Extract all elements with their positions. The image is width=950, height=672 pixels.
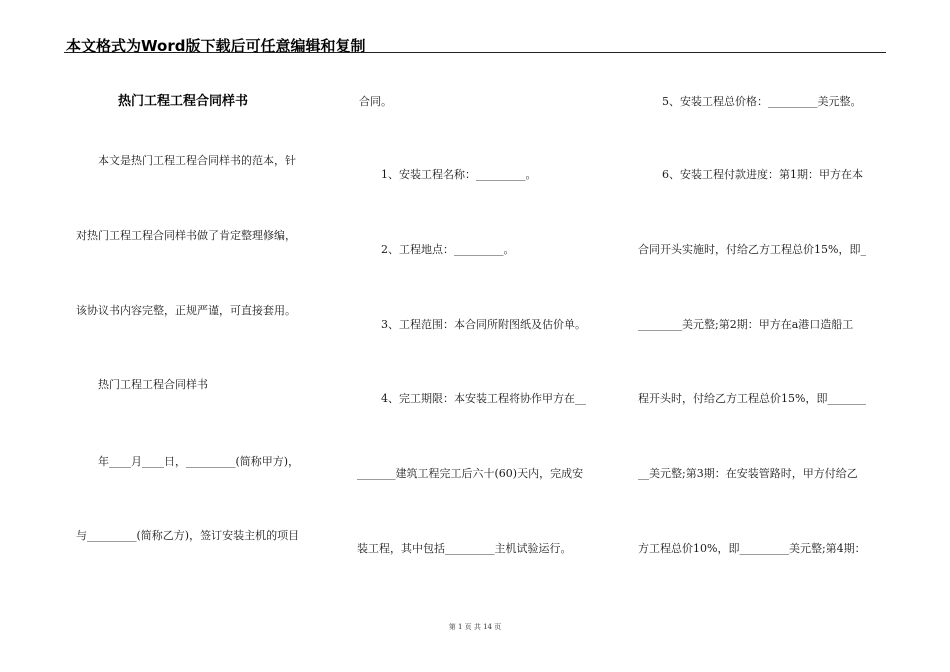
text-line: 年____月____日，_________(简称甲方)， (98, 455, 300, 468)
text-line: 对热门工程工程合同样书做了肯定整理修编， (76, 229, 296, 242)
text-line: 与_________(简称乙方)，签订安装主机的项目 (76, 529, 300, 542)
text-line: 5、安装工程总价格：_________美元整。 (662, 95, 862, 108)
page-number-footer: 第 1 页 共 14 页 (448, 623, 502, 631)
text-line: 1、安装工程名称：_________。 (381, 168, 537, 181)
text-line: 该协议书内容完整，正规严谨，可直接套用。 (76, 304, 296, 317)
text-line: 装工程，其中包括_________主机试验运行。 (357, 542, 572, 555)
text-line: ________美元整;第2期：甲方在a港口造船工 (638, 318, 854, 331)
text-line: 4、完工期限：本安装工程将协作甲方在__ (381, 392, 586, 405)
text-line: 2、工程地点：_________。 (381, 243, 515, 256)
text-line: 6、安装工程付款进度：第1期：甲方在本 (662, 168, 863, 181)
header-divider (64, 52, 886, 53)
text-line: 方工程总价10%，即_________美元整;第4期： (638, 542, 866, 555)
text-line: _______建筑工程完工后六十(60)天内，完成安 (357, 467, 584, 480)
text-line: 本文是热门工程工程合同样书的范本，针 (98, 154, 296, 167)
text-line: 3、工程范围：本合同所附图纸及估价单。 (381, 318, 586, 331)
text-line: 合同。 (359, 95, 392, 108)
text-line: 程开头时，付给乙方工程总价15%，即_______ (638, 392, 866, 405)
text-line: 热门工程工程合同样书 (98, 378, 208, 391)
text-line: __美元整;第3期：在安装管路时，甲方付给乙 (638, 467, 858, 480)
text-line: 合同开头实施时，付给乙方工程总价15%，即_ (638, 243, 866, 256)
document-header-title: 本文格式为Word版下载后可任意编辑和复制 (66, 37, 366, 55)
document-title: 热门工程工程合同样书 (118, 94, 249, 109)
